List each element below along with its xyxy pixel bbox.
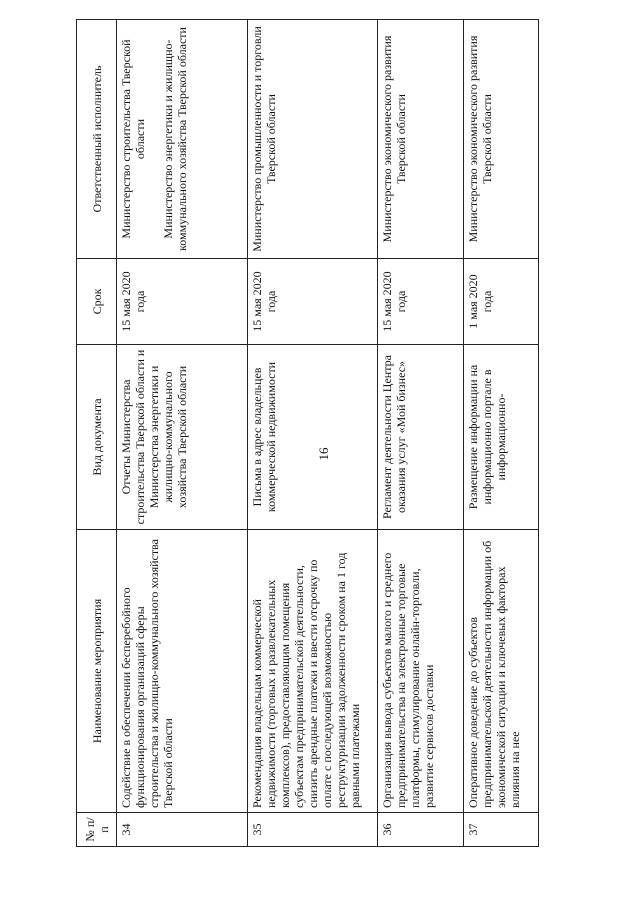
measures-table [76, 19, 539, 847]
measure-name: Организация вывода субъектов малого и среднего предпринимательства на электронные торговые платформы, стимулирование онлайн-торговли, развитие сервисов доставки [378, 530, 464, 813]
deadline: 1 мая 2020 года [464, 259, 539, 345]
page-number: 16 [316, 447, 331, 461]
document-type: Регламент деятельности Центра оказания услуг «Мой бизнес» [378, 345, 464, 530]
executor-cell [464, 20, 539, 259]
executor: Министерство экономического развития Тверской области [380, 35, 408, 243]
table-header-row [77, 20, 117, 847]
table-row [464, 20, 539, 847]
row-number: 37 [464, 813, 539, 847]
measure-name: Оперативное доведение до субъектов предпринимательской деятельности информации об экономической ситуации и ключевых факторах влияния на нее [464, 530, 539, 813]
header-doc: Вид документа [77, 345, 117, 530]
table-row [117, 20, 248, 847]
row-number: 34 [117, 813, 248, 847]
table-row [378, 20, 464, 847]
executor: Министерство промышленности и торговли Тверской области [250, 26, 278, 252]
header-exec: Ответственный исполнитель [77, 20, 117, 259]
deadline: 15 мая 2020 года [378, 259, 464, 345]
header-no: № п/п [77, 813, 117, 847]
deadline: 15 мая 2020 года [117, 259, 248, 345]
executor-cell [117, 20, 248, 259]
executor-cell [378, 20, 464, 259]
table-row [248, 20, 378, 847]
header-name: Наименование мероприятия [77, 530, 117, 813]
measure-name: Содействие в обеспечении бесперебойного функционирования организаций сферы строительства и жилищно-коммунального хозяйства Тверской области [117, 530, 248, 813]
document-type: Отчеты Министерства строительства Тверской области и Министерства энергетики и жилищно-коммунального хозяйства Тверской области [117, 345, 248, 530]
executor: Министерство энергетики и жилищно-коммунального хозяйства Тверской области [161, 27, 189, 251]
executor-cell [248, 20, 378, 259]
measure-name: Рекомендация владельцам коммерческой недвижимости (торговых и развлекательных комплексов), предоставляющим помещения субъектам предпринимательской деятельности, снизить арендные платежи и ввести отсрочку по оплате с последующей возможностью реструктуризации задолженности сроком на 1 год равными платежами [248, 530, 378, 813]
rotated-table-container [76, 20, 538, 847]
row-number: 35 [248, 813, 378, 847]
deadline: 15 мая 2020 года [248, 259, 378, 345]
document-type: Письма в адрес владельцев коммерческой недвижимости [248, 345, 378, 530]
document-type: Размещение информации на информационно портале в информационно- [464, 345, 539, 530]
header-term: Срок [77, 259, 117, 345]
executor: Министерство строительства Тверской области [119, 39, 147, 239]
executor: Министерство экономического развития Тверской области [466, 35, 494, 243]
row-number: 36 [378, 813, 464, 847]
